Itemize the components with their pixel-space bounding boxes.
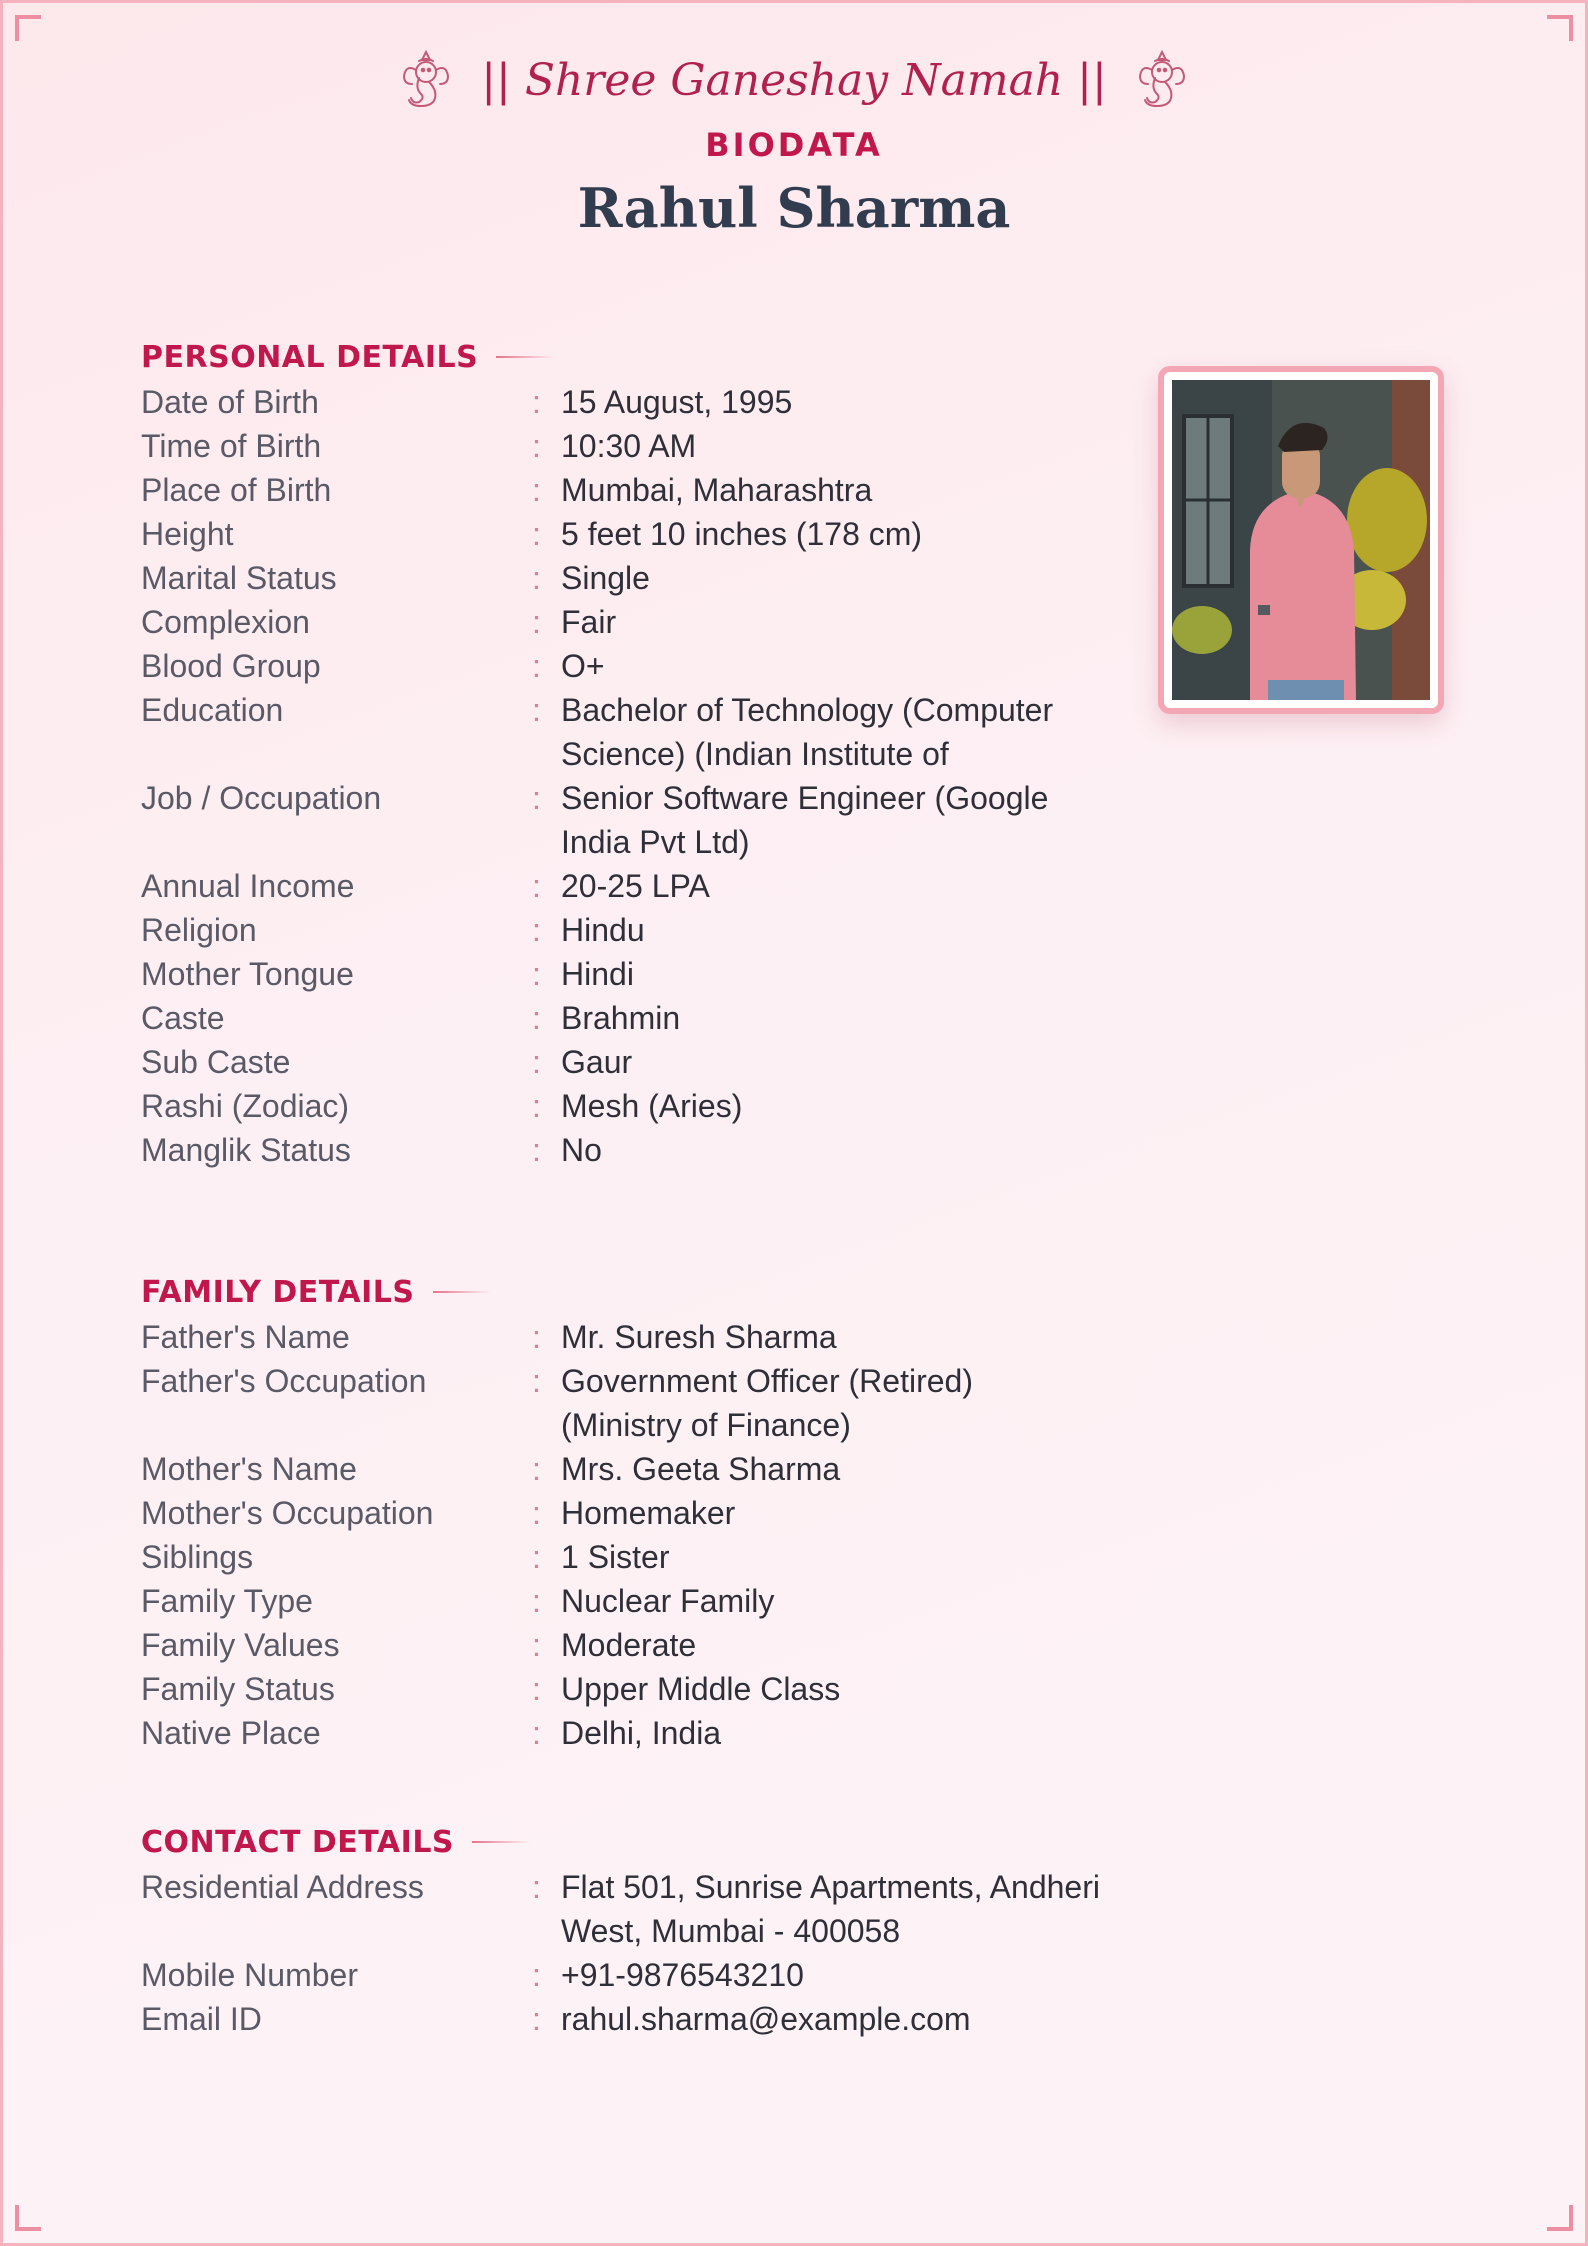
detail-value: Government Officer (Retired) (Ministry of Finance): [561, 1363, 973, 1443]
detail-label: Marital Status: [141, 560, 337, 596]
detail-label: Family Type: [141, 1583, 313, 1619]
detail-label: Education: [141, 692, 284, 728]
detail-label: Siblings: [141, 1539, 254, 1575]
detail-label: Date of Birth: [141, 384, 319, 420]
detail-label: Caste: [141, 1000, 225, 1036]
detail-value: Homemaker: [561, 1495, 736, 1531]
detail-separator: :: [532, 1715, 541, 1751]
detail-separator: :: [532, 428, 541, 464]
corner-ornament-bottom-right: [1547, 2205, 1573, 2231]
detail-row: [141, 1535, 1121, 1579]
detail-value: Flat 501, Sunrise Apartments, Andheri West, Mumbai - 400058: [561, 1869, 1100, 1949]
detail-separator: :: [532, 1319, 541, 1355]
detail-value: Single: [561, 560, 650, 596]
detail-value: Mr. Suresh Sharma: [561, 1319, 837, 1355]
detail-label: Mother's Occupation: [141, 1495, 434, 1531]
detail-value: Bachelor of Technology (Computer Science) (Indian Institute of: [561, 692, 1054, 772]
detail-label: Family Values: [141, 1627, 340, 1663]
detail-value: Fair: [561, 604, 617, 640]
detail-separator: :: [532, 1495, 541, 1531]
detail-label: Manglik Status: [141, 1132, 351, 1168]
detail-row: [141, 952, 1121, 996]
detail-separator: :: [532, 1363, 541, 1399]
detail-value: 15 August, 1995: [561, 384, 793, 420]
detail-separator: :: [532, 1583, 541, 1619]
detail-label: Blood Group: [141, 648, 321, 684]
detail-separator: :: [532, 516, 541, 552]
section-title-contact: [141, 1819, 1121, 1865]
detail-separator: :: [532, 2001, 541, 2037]
personal-details-section: [141, 334, 1121, 1172]
detail-separator: :: [532, 1000, 541, 1036]
detail-value: Nuclear Family: [561, 1583, 775, 1619]
contact-details-list: [141, 1865, 1121, 2041]
detail-row: [141, 1447, 1121, 1491]
detail-row: [141, 1623, 1121, 1667]
detail-value: Senior Software Engineer (Google India Pvt Ltd): [561, 780, 1049, 860]
section-title-divider: [433, 1291, 491, 1293]
profile-photo-frame: [1158, 366, 1444, 714]
personal-details-list: [141, 380, 1121, 1172]
detail-label: Job / Occupation: [141, 780, 382, 816]
corner-ornament-bottom-left: [15, 2205, 41, 2231]
detail-label: Father's Name: [141, 1319, 350, 1355]
detail-label: Mother Tongue: [141, 956, 354, 992]
detail-row: [141, 1128, 1121, 1172]
detail-value: Moderate: [561, 1627, 697, 1663]
detail-value: Brahmin: [561, 1000, 681, 1036]
detail-label: Rashi (Zodiac): [141, 1088, 350, 1124]
detail-separator: :: [532, 384, 541, 420]
detail-separator: :: [532, 1957, 541, 1993]
detail-separator: :: [532, 560, 541, 596]
detail-separator: :: [532, 472, 541, 508]
section-title-text: FAMILY DETAILS: [141, 1274, 415, 1310]
person-name: Rahul Sharma: [577, 176, 1011, 240]
section-title-text: CONTACT DETAILS: [141, 1824, 455, 1860]
detail-row: [141, 556, 1121, 600]
detail-row: [141, 864, 1121, 908]
detail-separator: :: [532, 1132, 541, 1168]
biodata-header: [0, 42, 1588, 240]
section-title-text: PERSONAL DETAILS: [141, 339, 479, 375]
detail-value: rahul.sharma@example.com: [561, 2001, 971, 2037]
detail-value: 10:30 AM: [561, 428, 697, 464]
detail-row: [141, 688, 1121, 776]
detail-separator: :: [532, 780, 541, 816]
invocation-row: [0, 42, 1588, 118]
detail-row: [141, 908, 1121, 952]
detail-value: Mrs. Geeta Sharma: [561, 1451, 841, 1487]
detail-value: Hindi: [561, 956, 634, 992]
detail-label: Father's Occupation: [141, 1363, 427, 1399]
detail-label: Complexion: [141, 604, 310, 640]
detail-separator: :: [532, 648, 541, 684]
detail-label: Height: [141, 516, 234, 552]
detail-value: 5 feet 10 inches (178 cm): [561, 516, 923, 552]
detail-separator: :: [532, 1671, 541, 1707]
detail-separator: :: [532, 868, 541, 904]
family-details-list: [141, 1315, 1121, 1755]
detail-separator: :: [532, 1539, 541, 1575]
detail-separator: :: [532, 1088, 541, 1124]
detail-value: Hindu: [561, 912, 645, 948]
detail-value: Mesh (Aries): [561, 1088, 743, 1124]
section-title-family: [141, 1269, 1121, 1315]
detail-value: 1 Sister: [561, 1539, 670, 1575]
detail-row: [141, 644, 1121, 688]
detail-separator: :: [532, 692, 541, 728]
detail-row: [141, 1315, 1121, 1359]
invocation-text: || Shree Ganeshay Namah ||: [481, 54, 1107, 106]
detail-separator: :: [532, 1044, 541, 1080]
detail-separator: :: [532, 1627, 541, 1663]
detail-label: Email ID: [141, 2001, 262, 2037]
biodata-label: BIODATA: [705, 126, 883, 164]
contact-details-section: [141, 1819, 1121, 2041]
detail-value: +91-9876543210: [561, 1957, 804, 1993]
section-title-divider: [472, 1841, 530, 1843]
detail-row: [141, 424, 1121, 468]
detail-separator: :: [532, 1451, 541, 1487]
detail-label: Religion: [141, 912, 257, 948]
detail-separator: :: [532, 912, 541, 948]
detail-row: [141, 1667, 1121, 1711]
detail-row: [141, 468, 1121, 512]
detail-row: [141, 1711, 1121, 1755]
detail-value: O+: [561, 648, 605, 684]
detail-row: [141, 1953, 1121, 1997]
detail-row: [141, 776, 1121, 864]
detail-separator: :: [532, 1869, 541, 1905]
detail-row: [141, 1865, 1121, 1953]
ganesha-icon: [1133, 48, 1191, 112]
detail-separator: :: [532, 604, 541, 640]
detail-row: [141, 1997, 1121, 2041]
profile-photo: [1172, 380, 1430, 700]
detail-row: [141, 996, 1121, 1040]
detail-label: Native Place: [141, 1715, 321, 1751]
detail-value: Mumbai, Maharashtra: [561, 472, 873, 508]
detail-label: Sub Caste: [141, 1044, 291, 1080]
detail-value: Upper Middle Class: [561, 1671, 841, 1707]
detail-row: [141, 1084, 1121, 1128]
corner-ornament-top-right: [1547, 15, 1573, 41]
detail-separator: :: [532, 956, 541, 992]
detail-label: Mother's Name: [141, 1451, 357, 1487]
detail-value: 20-25 LPA: [561, 868, 710, 904]
detail-value: Delhi, India: [561, 1715, 722, 1751]
detail-label: Residential Address: [141, 1869, 424, 1905]
detail-label: Time of Birth: [141, 428, 322, 464]
detail-row: [141, 380, 1121, 424]
family-details-section: [141, 1269, 1121, 1755]
detail-value: No: [561, 1132, 602, 1168]
detail-row: [141, 512, 1121, 556]
ganesha-icon: [397, 48, 455, 112]
corner-ornament-top-left: [15, 15, 41, 41]
section-title-personal: [141, 334, 1121, 380]
detail-row: [141, 1579, 1121, 1623]
detail-label: Mobile Number: [141, 1957, 358, 1993]
detail-label: Family Status: [141, 1671, 335, 1707]
detail-row: [141, 1491, 1121, 1535]
detail-label: Place of Birth: [141, 472, 332, 508]
detail-row: [141, 1040, 1121, 1084]
detail-row: [141, 600, 1121, 644]
detail-label: Annual Income: [141, 868, 355, 904]
section-title-divider: [496, 356, 554, 358]
detail-value: Gaur: [561, 1044, 633, 1080]
detail-row: [141, 1359, 1121, 1447]
